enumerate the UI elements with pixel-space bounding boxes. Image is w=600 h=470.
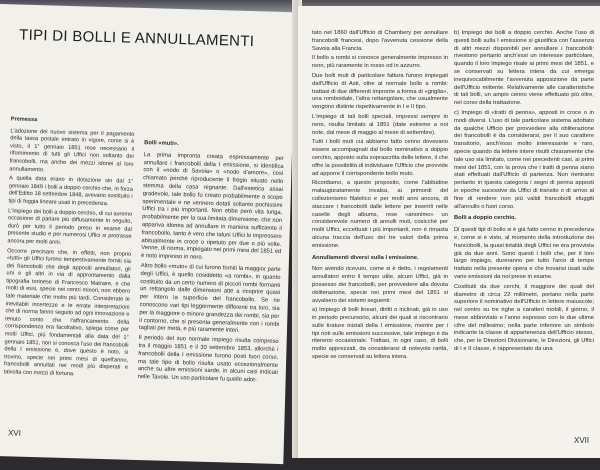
paragraph: L'impiego dei bolli a doppio cerchio, di cui avremo occasione di parlare più diffusamente in seguito, durò per tutto il periodo preso in esame dal presente studio e per numerosi Uffici si protrasse ancora per molti anni. [7,207,133,246]
paragraph: L'impiego di tali bolli speciali, impressi sempre in nero, risulta limitato al 1851 (date estreme a noi note, dal mese di maggio al mese di settembre). [312,113,448,136]
left-column-2 [137,136,284,388]
paragraph: c) Impiego di «tratti di penna», apposti in croce o in modi diversi. L'uso di tale particolare sistema adottato da qualche Ufficio per provvedere alla obliterazione dei francobolli è da considerarsi, per il suo carattere transitorio, anch'esso molto interessante e raro, specie quando da lettere intere risulti chiaramente che tale uso sia limitato, come nei precedenti casi, ai primi mesi del 1851, con la prova che i tratti di penna siano stati effettuati dall'Ufficio di partenza. Non rientrano pertanto in questa categoria i segni di penna apposti in epoche sucessive da Uffici di transito o di arrivo al fine di rendere non più validi francobolli sfuggiti all'annullo o fuori corso. [454,109,594,210]
section-heading: Bolli «muti». [144,140,179,148]
paragraph: Il periodo del suo normale impiego risulta compreso tra il maggio 1851 e il 30 settembre 1853, allorchè i francobolli della I emissione furono posti fuori corso, ma tale tipo di bollo risulta usato eccezionalmente anche su altre emissioni sarde, in alcuni casi indicati nelle Tavole. Un uso particolare fu quello adot- [137,335,279,384]
left-column-1 [4,112,135,382]
right-page [298,6,600,458]
paragraph: Tutti i bolli muti cui abbiamo fatto cenno dovevano essere accompagnati dal bollo nominativo a doppio cerchio, apposto sulla soprascritta delle lettere, il che offre la possibilità di individuare l'Ufficio che provvide ad apporre il corrispondente bollo muto. [312,139,448,177]
paragraph: Di questi tipi di bollo si è già fatto cenno in precedenza e, come si è visto, al momento della introduzione dei francobolli, la quasi totalità degli Uffici ne era provvista già da due anni. Sono questi i bolli che, per il loro largo impiego, dureranno per tutto l'arco di tempo trattato nella presente opera e che trovansi usati sulle varie emissioni da noi prese in esame. [454,227,594,280]
left-page [0,4,296,464]
paragraph: b) Impiego dei bolli a doppio cerchio. Anche l'uso di questi bolli sulla I emissione si giustifica con l'assenza di altri mezzi disponibili per annullare i francobolli: rivestono pertanto anch'essi un interesse particolare, quando il loro impiego risale ai primi mesi del 1851, e se conservati su lettera intera da cui emerga inequivocabilmente l'avvenuta apposizione da parte dell'Ufficio mittente. Relativamente alle caratteristiche di tali bolli, un ampio cenno viene effettuato più oltre, nel corso della trattazione. [454,30,594,107]
paragraph: Ricordiamo, a questo proposito, come l'abitudine malauguratamente invalsa, ai primordi del collezionismo filatelico e per molti anni ancora, di staccare i francobolli dalle lettere per inserirli nelle caselle degli albums, rese «anonimo» un considerevole numero di annulli muti, cosicchè per molti Uffici, eccettuati i più importanti, non è rimasta alcuna traccia dell'uso dei tre valori della prima emissione. [312,180,448,249]
paragraph: tato nel 1860 dall'Ufficio di Chambery per annullare francobolli francesi, dopo l'avvenuta cessione della Savoia alla Francia. [312,30,448,52]
section-heading: Bolli a doppio cerchio. [454,215,517,222]
right-column-1 [312,30,448,364]
paragraph: Occorre precisare che, in effetti, non proprio «tutti» gli Uffici furono tempestivamente forniti sia dei francobolli che degli appositi annullatori, gli uni e gli altri in via di approntamento dalla tipografia torinese di Francesco Matraire, e che molti di essi, specie nei centri minori, non ebbero tale materiale che molto più tardi. Considerate le inevitabili incertezze e le errate interpretazioni che di norma fanno seguito ad ogni innovazione e tenuto conto che l'affrancamento della corrispondenza era facoltativo, spiega come per molti Uffici, più fondamentali alla data del 1° gennaio 1851, non si conosca l'uso dei francobolli della I emissione e, dove questo è noto, si trovino, specie nei primi mesi di quell'anno, francobolli annullati nei modi più disperati e talvolta con mezzi di fortuna. [3,247,132,378]
paragraph: L'adozione del nuovo sistema per il pagamento della tassa postale entrato in vigore, come si è visto, il 1° gennaio 1851 rese necessario il rifornimento di tutti gli Uffici non soltanto dei francobolli, ma anche dei mezzi idonei al loro annullamento. [9,127,135,173]
page-number-left: XVI [7,428,22,438]
right-column-2 [454,30,594,356]
paragraph: Non avendo ricevuto, come si è detto, i regolamenti annullatori entro il tempo utile, alcuni Uffici, già in possesso dei francobolli, per provvedere alla dovuta obliterazione, specie nei primi mesi del 1851 si avvalsero dei sistemi seguenti: [312,266,448,304]
paragraph: Due bolli muti di particolare fattura furono impiegati dall'Ufficio di Asti, oltre al normale bollo a rombi: trattasi di due differenti impronte a forma di «griglia», una romboidale, l'altra rettangolare, che usualmente vengono distinte rispettivamente in I e II tipo. [312,72,448,111]
paragraph: A quella data erano in dotazione sin dal 1° gennaio 1849 i bolli a doppio cerchio che, in forza dell'Editto 18 settembre 1848, avevano sostituito i tipi di foggia lineare usati in precedenza. [8,175,134,208]
chapter-title: TIPI DI BOLLI E ANNULLAMENTI [18,26,255,51]
section-heading: Premessa [10,116,38,124]
page-number-right: XVII [574,436,590,445]
paragraph: a) Impiego di bolli lineari, diritti o inclinati, già in uso in periodo precursorio, alcuni dei quali si riscontrano sulle tirature iniziali della I emissione, mentre per i tipi noti sulle emissioni successive, tale impiego è da ritenersi occasionale. Trattasi, in ogni caso, di bolli molto apprezzati, da considerarsi di notevole rarità, specie se conservati su lettera intera. [312,307,448,361]
section-heading: Annullamenti diversi sulla I emissione. [312,254,419,261]
paragraph: Costituiti da due cerchi, il maggiore dei quali del diametro di circa 22 millimetri, portano nella parte superiore il nominativo dell'Ufficio in lettere maiuscole; nel centro su tre righe a caratteri mobili, il giorno, il mese abbreviato e l'anno espresso con le due ultime cifre del millesimo; nella parte inferiore un simbolo indicante la classe di appartenenza dell'Ufficio stesso, che, per le Direzioni Divisionarie, le Direzioni, gli Uffici di I e II classe, è rappresentato da una [454,283,594,353]
paragraph: Il bollo a rombi si conosce generalmente impresso in nero, più raramente in rosso od in azzurro. [312,55,448,70]
paragraph: La prima impronta creata espressamente per annullare i francobolli della I emissione, si identifica con il «nodo di Savoia» o «nodo d'amore», così chiamato perchè riproducente il fregio situato nello stemma della casa regnante. Dall'estetica assai gradevole, tale bollo fu creato probabilmente a scopo sperimentale e ne vennero dotati soltanto pochissimi Uffici tra i più importanti. Non ebbe però vita lunga, probabilmente per la sua limitata dimensione, che non appariva idonea ad annullare in maniera sufficiente il francobollo, tanto è vero che taluni Uffici lo impressero abitualmente in croce o ripetuto per due o più volte. Venne, di norma, impiegato nei primi mesi del 1851 ed è noto impresso in nero. [140,151,284,261]
paragraph: Altro bollo «muto» di cui furono forniti la maggior parte degli Uffici, è quello cosiddetto «a rombi», in quanto costituito da un certo numero di piccoli rombi formanti un rettangolo dalle dimensioni atte a ricoprire quasi per intero la superficie del francobollo. Se ne conoscono vari tipi leggermente differenti tra loro, sia per la maggiore o minore grandezza dei rombi, sia per il contorno, che si presenta generalmente con i rombi tagliati per metà, e più raramente interi. [138,262,281,335]
